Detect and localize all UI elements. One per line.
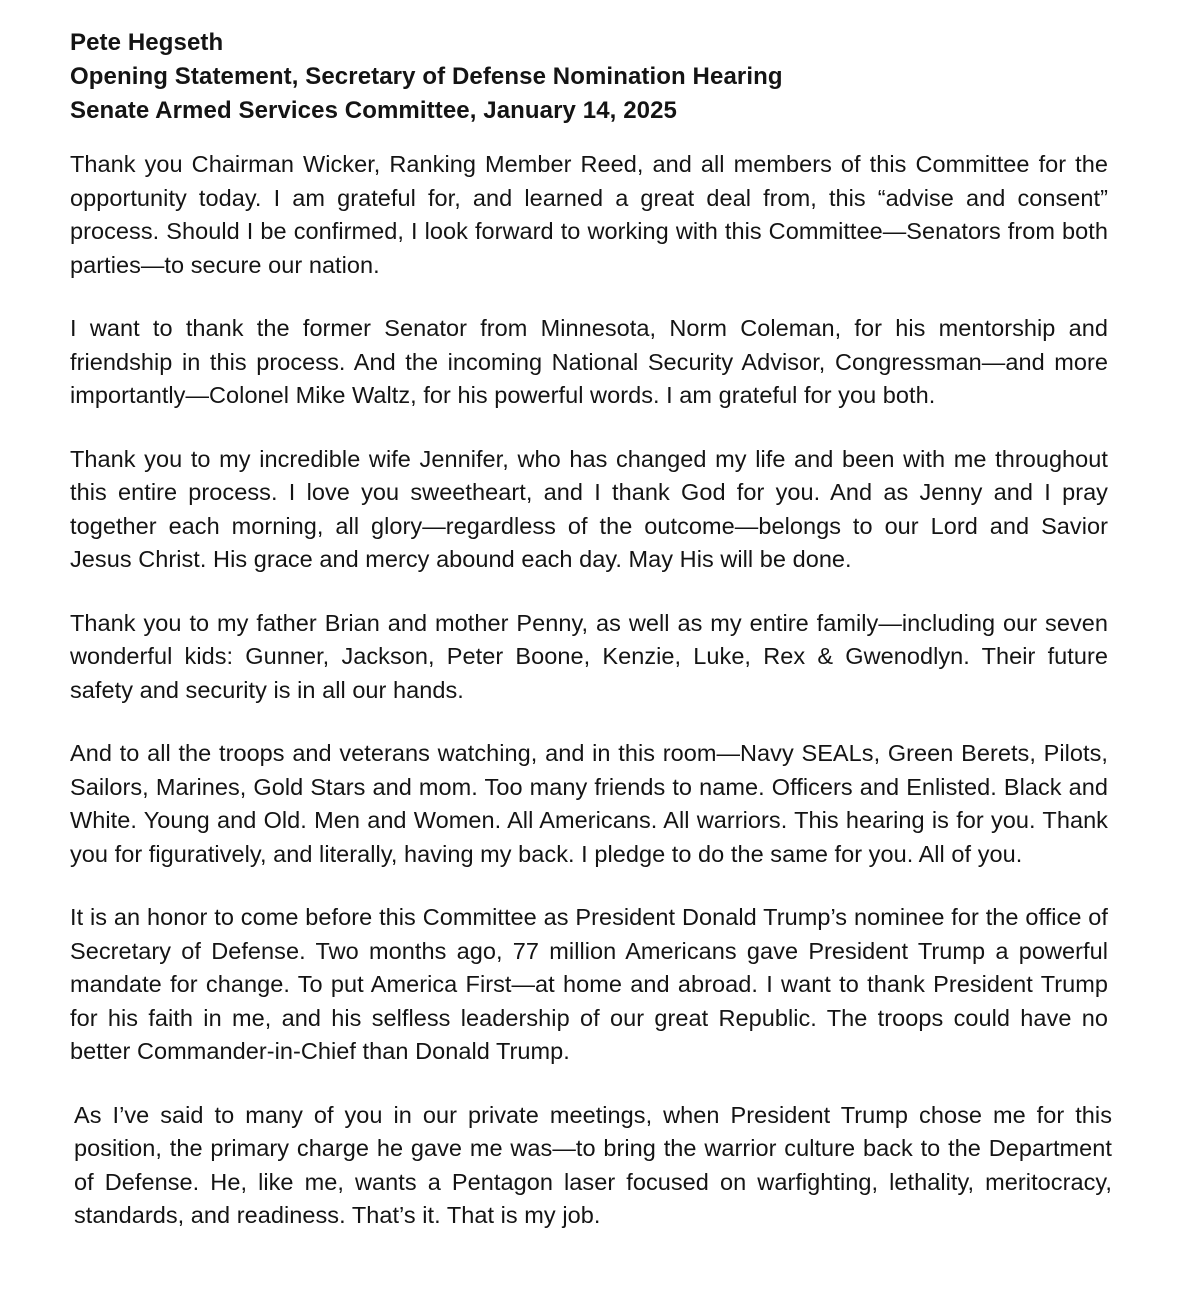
committee-date: Senate Armed Services Committee, January 14, 2025 [70,97,677,124]
paragraph-warrior-culture: As I’ve said to many of you in our private meetings, when President Trump chose me for this position, the primary charge he gave me was—to bring the warrior culture back to the Department of Defense. He, like me, wants a Pentagon laser focused on warfighting, lethality, meritocracy, standards, and readiness. That’s it. That is my job. [74,1101,1112,1228]
paragraph-thanks-wife: Thank you to my incredible wife Jennifer, who has changed my life and been with me throughout this entire process. I love you sweetheart, and I thank God for you. And as Jenny and I pray together each morning, all glory—regardless of the outcome—belongs to our Lord and Savior Jesus Christ. His grace and mercy abound each day. May His will be done. [70,445,1108,572]
statement-title: Opening Statement, Secretary of Defense Nomination Hearing [70,63,783,90]
paragraph-honor-nomination: It is an honor to come before this Committee as President Donald Trump’s nominee for the office of Secretary of Defense. Two months ago, 77 million Americans gave President Trump a powerful mandate for change. To put America First—at home and abroad. I want to thank President Trump for his faith in me, and his selfless leadership of our great Republic. The troops could have no better Commander-in-Chief than Donald Trump. [70,904,1108,1064]
speaker-name: Pete Hegseth [70,29,224,56]
document-header [70,26,1108,128]
statement-body [70,148,1112,1233]
paragraph-thanks-coleman-waltz: I want to thank the former Senator from Minnesota, Norm Coleman, for his mentorship and friendship in this process. And the incoming National Security Advisor, Congressman—and more importantly—Colonel Mike Waltz, for his powerful words. I am grateful for you both. [70,315,1108,408]
paragraph-thanks-family: Thank you to my father Brian and mother Penny, as well as my entire family—including our seven wonderful kids: Gunner, Jackson, Peter Boone, Kenzie, Luke, Rex & Gwenodlyn. Their future safety and security is in all our hands. [70,609,1108,703]
paragraph-thanks-committee: Thank you Chairman Wicker, Ranking Member Reed, and all members of this Committee for the opportunity today. I am grateful for, and learned a great deal from, this “advise and consent” process. Should I be confirmed, I look forward to working with this Committee—Senators from both parties—to secure our nation. [70,151,1108,278]
paragraph-troops-veterans: And to all the troops and veterans watching, and in this room—Navy SEALs, Green Berets, Pilots, Sailors, Marines, Gold Stars and mom. Too many friends to name. Officers and Enlisted. Black and White. Young and Old. Men and Women. All Americans. All warriors. This hearing is for you. Thank you for figuratively, and literally, having my back. I pledge to do the same for you. All of you. [70,740,1108,867]
